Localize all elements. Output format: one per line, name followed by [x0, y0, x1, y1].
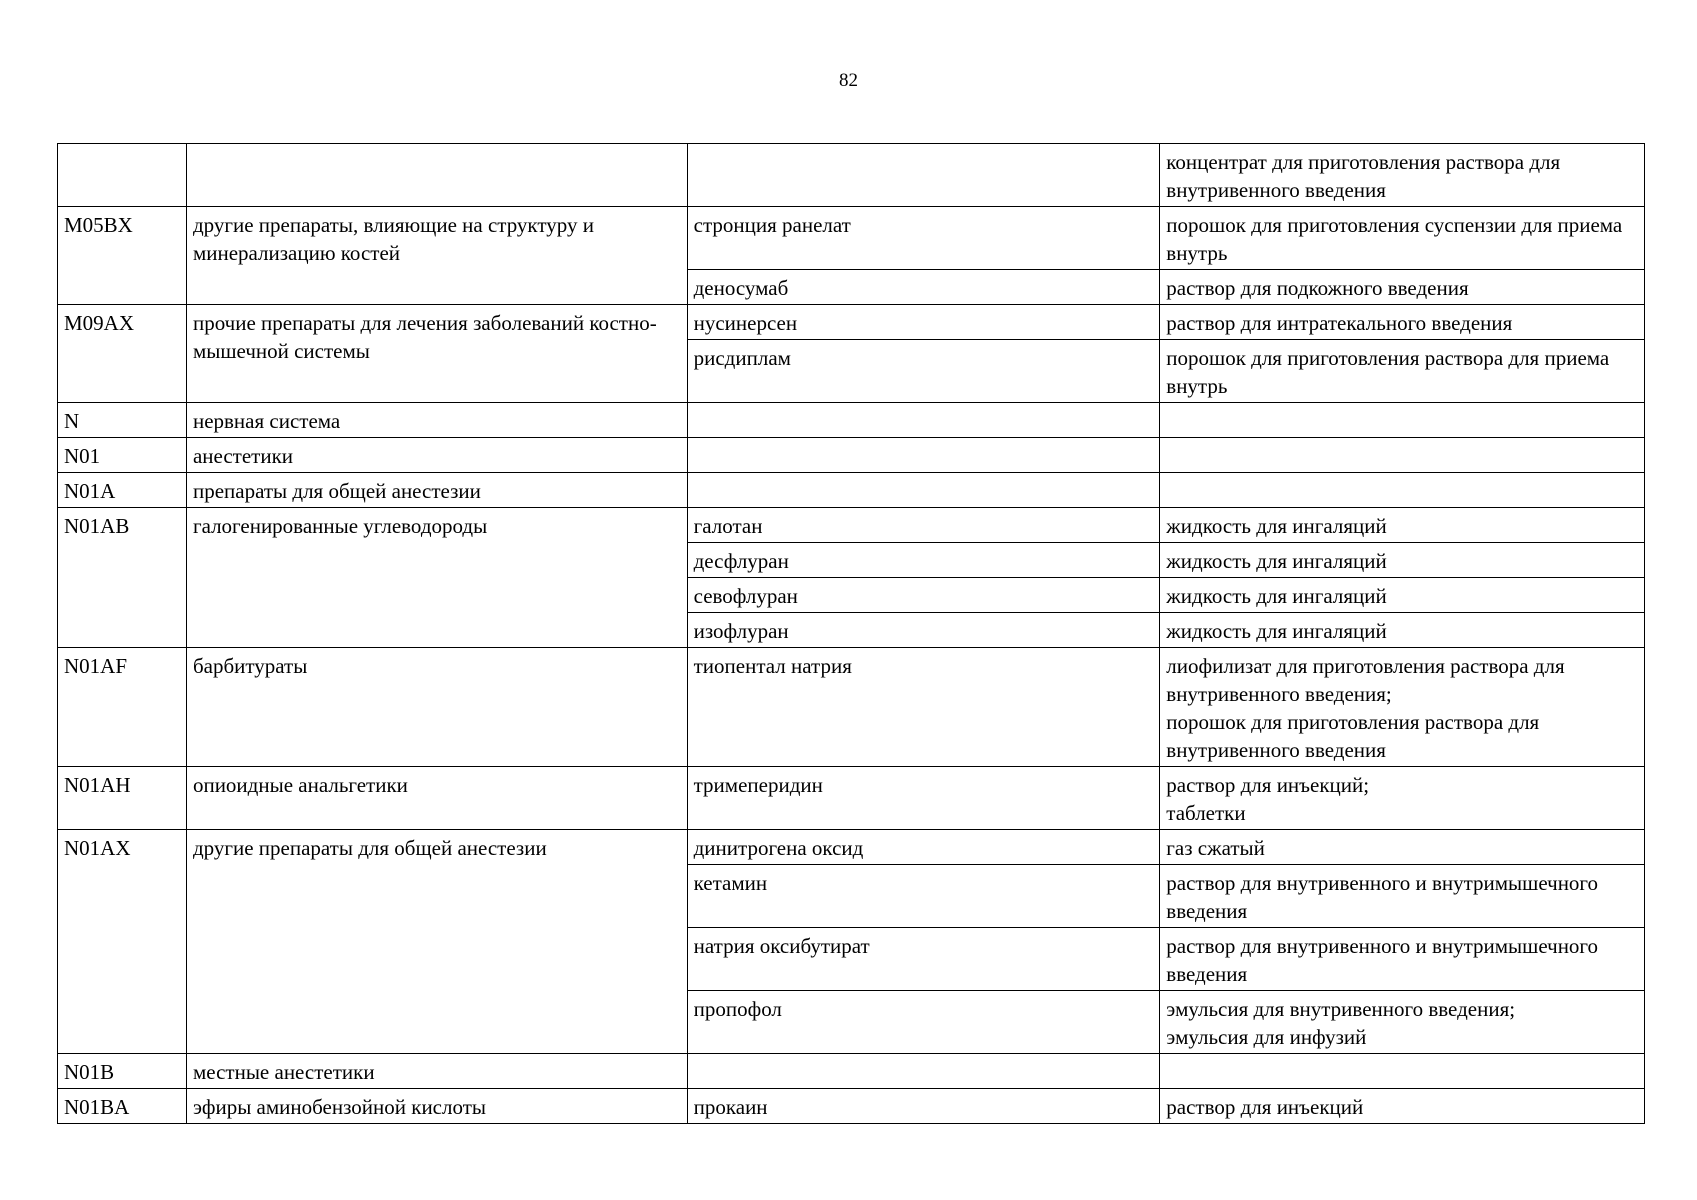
atc-code-cell: M05BX [58, 207, 187, 305]
anatomical-therapeutic-group-cell [186, 144, 687, 207]
drug-name-cell [687, 1054, 1160, 1089]
table-body [58, 144, 1645, 1124]
atc-code-cell: N01A [58, 473, 187, 508]
anatomical-therapeutic-group-cell: прочие препараты для лечения заболеваний костно-мышечной системы [186, 305, 687, 403]
anatomical-therapeutic-group-cell: анестетики [186, 438, 687, 473]
anatomical-therapeutic-group-cell: эфиры аминобензойной кислоты [186, 1089, 687, 1124]
anatomical-therapeutic-group-cell: галогенированные углеводороды [186, 508, 687, 648]
dosage-form-cell: газ сжатый [1160, 830, 1645, 865]
anatomical-therapeutic-group-cell: местные анестетики [186, 1054, 687, 1089]
drug-name-cell [687, 438, 1160, 473]
dosage-form-cell: жидкость для ингаляций [1160, 508, 1645, 543]
atc-code-cell [58, 144, 187, 207]
drug-name-cell: нусинерсен [687, 305, 1160, 340]
dosage-form-cell: раствор для внутривенного и внутримышечного введения [1160, 865, 1645, 928]
dosage-form-cell: порошок для приготовления суспензии для приема внутрь [1160, 207, 1645, 270]
table-row [58, 830, 1645, 865]
drug-name-cell: изофлуран [687, 613, 1160, 648]
table-row [58, 508, 1645, 543]
table-row [58, 144, 1645, 207]
dosage-form-cell: жидкость для ингаляций [1160, 543, 1645, 578]
anatomical-therapeutic-group-cell: нервная система [186, 403, 687, 438]
page-number: 82 [839, 70, 858, 91]
drug-name-cell: рисдиплам [687, 340, 1160, 403]
atc-code-cell: N01 [58, 438, 187, 473]
anatomical-therapeutic-group-cell: опиоидные анальгетики [186, 767, 687, 830]
drug-name-cell: кетамин [687, 865, 1160, 928]
drug-name-cell: севофлуран [687, 578, 1160, 613]
dosage-form-cell [1160, 438, 1645, 473]
table-row [58, 767, 1645, 830]
drug-name-cell: натрия оксибутират [687, 928, 1160, 991]
anatomical-therapeutic-group-cell: другие препараты для общей анестезии [186, 830, 687, 1054]
dosage-form-cell: эмульсия для внутривенного введения; эмульсия для инфузий [1160, 991, 1645, 1054]
table-row [58, 438, 1645, 473]
drug-name-cell: динитрогена оксид [687, 830, 1160, 865]
dosage-form-cell: жидкость для ингаляций [1160, 613, 1645, 648]
atc-code-cell: N01AH [58, 767, 187, 830]
dosage-form-cell: лиофилизат для приготовления раствора для внутривенного введения; порошок для приготовления раствора для внутривенного введения [1160, 648, 1645, 767]
dosage-form-cell [1160, 473, 1645, 508]
table-row [58, 648, 1645, 767]
table-row [58, 305, 1645, 340]
atc-code-cell: N01B [58, 1054, 187, 1089]
table-row [58, 207, 1645, 270]
atc-code-cell: N [58, 403, 187, 438]
dosage-form-cell [1160, 1054, 1645, 1089]
drug-name-cell: галотан [687, 508, 1160, 543]
drug-name-cell [687, 473, 1160, 508]
dosage-form-cell: концентрат для приготовления раствора для внутривенного введения [1160, 144, 1645, 207]
drug-name-cell: тримеперидин [687, 767, 1160, 830]
dosage-form-cell: порошок для приготовления раствора для приема внутрь [1160, 340, 1645, 403]
table-row [58, 1054, 1645, 1089]
drug-name-cell: стронция ранелат [687, 207, 1160, 270]
drug-classification-table [57, 143, 1645, 1124]
table-row [58, 1089, 1645, 1124]
dosage-form-cell: раствор для инъекций; таблетки [1160, 767, 1645, 830]
anatomical-therapeutic-group-cell: препараты для общей анестезии [186, 473, 687, 508]
atc-code-cell: M09AX [58, 305, 187, 403]
drug-name-cell: деносумаб [687, 270, 1160, 305]
atc-code-cell: N01AF [58, 648, 187, 767]
atc-code-cell: N01AX [58, 830, 187, 1054]
atc-code-cell: N01BA [58, 1089, 187, 1124]
drug-name-cell: десфлуран [687, 543, 1160, 578]
dosage-form-cell: жидкость для ингаляций [1160, 578, 1645, 613]
drug-name-cell [687, 403, 1160, 438]
atc-code-cell: N01AB [58, 508, 187, 648]
drug-name-cell: тиопентал натрия [687, 648, 1160, 767]
dosage-form-cell: раствор для интратекального введения [1160, 305, 1645, 340]
anatomical-therapeutic-group-cell: другие препараты, влияющие на структуру и минерализацию костей [186, 207, 687, 305]
drug-name-cell: прокаин [687, 1089, 1160, 1124]
table-row [58, 473, 1645, 508]
table-row [58, 403, 1645, 438]
dosage-form-cell: раствор для внутривенного и внутримышечного введения [1160, 928, 1645, 991]
dosage-form-cell: раствор для инъекций [1160, 1089, 1645, 1124]
drug-name-cell [687, 144, 1160, 207]
dosage-form-cell [1160, 403, 1645, 438]
anatomical-therapeutic-group-cell: барбитураты [186, 648, 687, 767]
dosage-form-cell: раствор для подкожного введения [1160, 270, 1645, 305]
drug-name-cell: пропофол [687, 991, 1160, 1054]
